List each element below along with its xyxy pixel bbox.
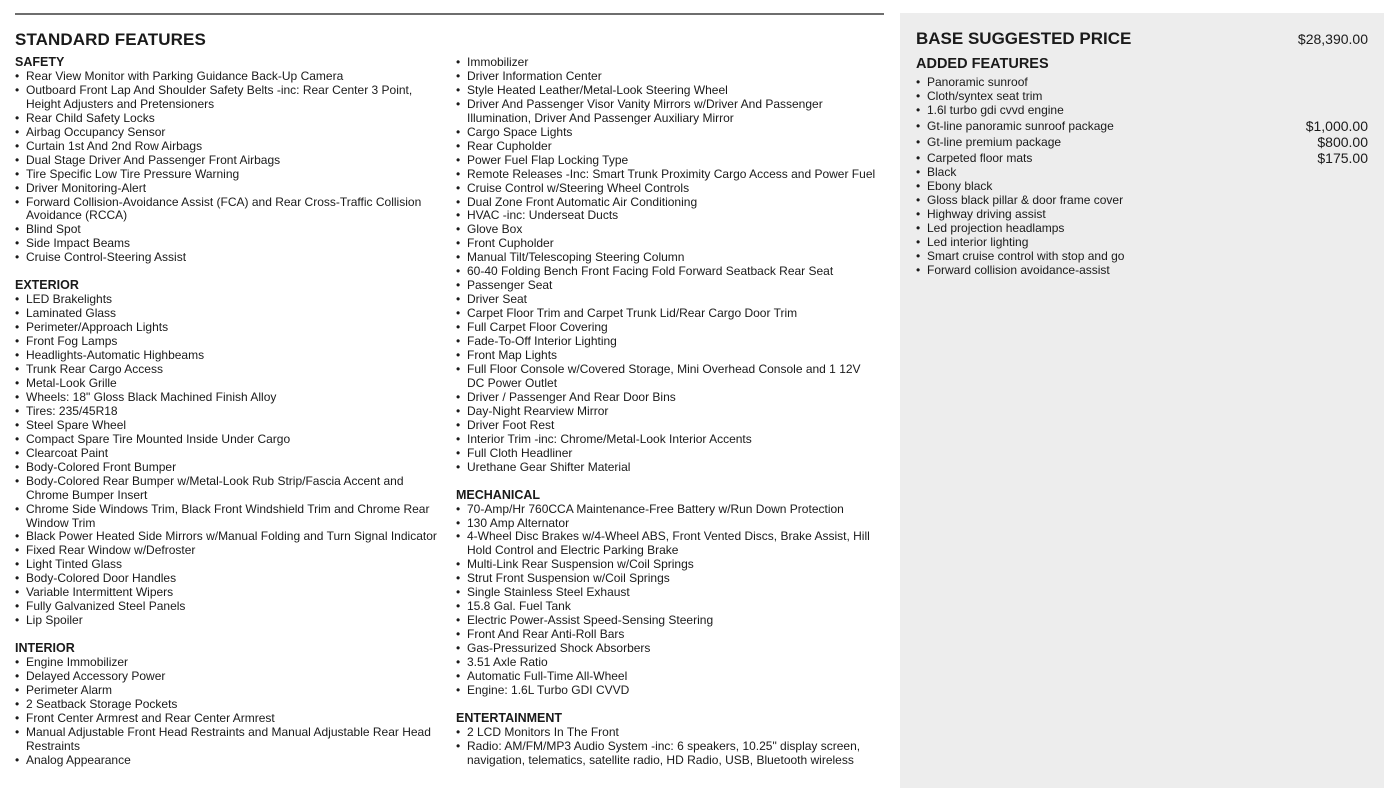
feature-list [15,656,445,768]
section-heading: MECHANICAL [456,487,541,502]
added-feature-item [916,166,1368,180]
feature-item: • Curtain 1st And 2nd Row Airbags [15,140,445,154]
feature-item: • Metal-Look Grille [15,377,445,391]
feature-item: • Laminated Glass [15,307,445,321]
feature-item: • Tire Specific Low Tire Pressure Warning [15,168,445,182]
added-feature-label: • 1.6l turbo gdi cvvd engine [927,102,1064,117]
feature-item: • Day-Night Rearview Mirror [456,405,881,419]
feature-item: • Rear View Monitor with Parking Guidance Back-Up Camera [15,70,445,84]
feature-item: • Trunk Rear Cargo Access [15,363,445,377]
feature-item: • Front Center Armrest and Rear Center Armrest [15,712,445,726]
feature-item: • Light Tinted Glass [15,558,445,572]
feature-item: • Power Fuel Flap Locking Type [456,154,881,168]
feature-list [15,70,445,265]
standard-features-left-column [15,56,445,782]
feature-item: • Engine: 1.6L Turbo GDI CVVD [456,684,881,698]
base-price-value: $28,390.00 [1297,31,1368,47]
added-feature-label: • Highway driving assist [927,206,1046,221]
feature-item: • Body-Colored Front Bumper [15,461,445,475]
feature-item: • Chrome Side Windows Trim, Black Front Windshield Trim and Chrome Rear Window Trim [15,503,445,531]
feature-list [15,293,445,628]
feature-item: • 15.8 Gal. Fuel Tank [456,600,881,614]
feature-section [456,489,881,698]
feature-item: • Driver Monitoring-Alert [15,182,445,196]
standard-features-title: STANDARD FEATURES [15,30,206,49]
feature-item: • Front And Rear Anti-Roll Bars [456,628,881,642]
feature-item: • Front Fog Lamps [15,335,445,349]
feature-item: • Driver Information Center [456,70,881,84]
added-feature-item [916,222,1368,236]
added-feature-label: • Cloth/syntex seat trim [927,88,1043,103]
feature-item: • Rear Cupholder [456,140,881,154]
feature-item: • Passenger Seat [456,279,881,293]
feature-list [456,56,881,475]
feature-item: • Headlights-Automatic Highbeams [15,349,445,363]
feature-item: • LED Brakelights [15,293,445,307]
feature-item: • Manual Tilt/Telescoping Steering Column [456,251,881,265]
added-feature-item [916,194,1368,208]
feature-item: • Fade-To-Off Interior Lighting [456,335,881,349]
added-feature-label: • Panoramic sunroof [927,75,1028,89]
feature-item: • Full Floor Console w/Covered Storage, Mini Overhead Console and 1 12V DC Power Outlet [456,363,881,391]
feature-item: • Glove Box [456,223,881,237]
feature-item: • Radio: AM/FM/MP3 Audio System -inc: 6 speakers, 10.25" display screen, navigation, telematics, satellite radio, HD Radio, USB, Bluetooth wireless [456,740,881,768]
feature-list [456,503,881,698]
feature-item: • 2 LCD Monitors In The Front [456,726,881,740]
added-feature-item [916,264,1368,278]
feature-item: • Forward Collision-Avoidance Assist (FCA) and Rear Cross-Traffic Collision Avoidance (RCCA) [15,196,445,224]
feature-item: • 4-Wheel Disc Brakes w/4-Wheel ABS, Front Vented Discs, Brake Assist, Hill Hold Control and Electric Parking Brake [456,530,881,558]
feature-item: • Engine Immobilizer [15,656,445,670]
feature-item: • Fully Galvanized Steel Panels [15,600,445,614]
feature-item: • Strut Front Suspension w/Coil Springs [456,572,881,586]
added-feature-item [916,208,1368,222]
added-feature-item [916,90,1368,104]
feature-item: • 70-Amp/Hr 760CCA Maintenance-Free Battery w/Run Down Protection [456,503,881,517]
added-features-list [916,76,1368,277]
top-divider [15,13,884,15]
added-features-title: ADDED FEATURES [916,56,1049,72]
feature-item: • Perimeter/Approach Lights [15,321,445,335]
added-feature-item [916,76,1368,90]
feature-item: • Style Heated Leather/Metal-Look Steering Wheel [456,84,881,98]
feature-item: • Wheels: 18" Gloss Black Machined Finish Alloy [15,391,445,405]
added-feature-item [916,150,1368,166]
added-feature-item [916,250,1368,264]
feature-item: • Lip Spoiler [15,614,445,628]
added-feature-label: • Smart cruise control with stop and go [927,248,1125,263]
feature-item: • Cargo Space Lights [456,126,881,140]
feature-item: • 2 Seatback Storage Pockets [15,698,445,712]
added-feature-label: • Gt-line premium package [927,134,1062,149]
feature-item: • Automatic Full-Time All-Wheel [456,670,881,684]
added-feature-label: • Gt-line panoramic sunroof package [927,118,1114,133]
feature-section [15,642,445,768]
base-price-row [916,29,1368,49]
section-heading: EXTERIOR [15,278,79,293]
feature-section [15,279,445,628]
feature-item: • Manual Adjustable Front Head Restraints and Manual Adjustable Rear Head Restraints [15,726,445,754]
feature-item: • Urethane Gear Shifter Material [456,461,881,475]
feature-item: • Tires: 235/45R18 [15,405,445,419]
feature-item: • Rear Child Safety Locks [15,112,445,126]
feature-item: • Body-Colored Rear Bumper w/Metal-Look Rub Strip/Fascia Accent and Chrome Bumper Insert [15,475,445,503]
added-feature-price: $175.00 [1317,149,1368,166]
section-heading: INTERIOR [15,641,75,656]
feature-section [456,56,881,475]
feature-list [456,726,881,768]
added-feature-item [916,118,1368,134]
added-feature-item [916,236,1368,250]
added-feature-label: • Black [927,164,957,179]
feature-item: • Delayed Accessory Power [15,670,445,684]
added-feature-item [916,180,1368,194]
feature-item: • Full Carpet Floor Covering [456,321,881,335]
feature-item: • Fixed Rear Window w/Defroster [15,544,445,558]
feature-item: • Side Impact Beams [15,237,445,251]
feature-item: • Compact Spare Tire Mounted Inside Under Cargo [15,433,445,447]
feature-item: • Driver And Passenger Visor Vanity Mirrors w/Driver And Passenger Illumination, Driver And Passenger Auxiliary Mirror [456,98,881,126]
feature-item: • Electric Power-Assist Speed-Sensing Steering [456,614,881,628]
added-feature-item [916,104,1368,118]
feature-item: • Driver Seat [456,293,881,307]
feature-item: • Cruise Control-Steering Assist [15,251,445,265]
feature-item: • Dual Zone Front Automatic Air Conditioning [456,196,881,210]
added-feature-price: $800.00 [1317,133,1368,150]
added-feature-label: • Gloss black pillar & door frame cover [927,192,1124,207]
added-feature-item [916,134,1368,150]
feature-item: • Front Map Lights [456,349,881,363]
feature-section [15,56,445,265]
feature-item: • Steel Spare Wheel [15,419,445,433]
feature-item: • HVAC -inc: Underseat Ducts [456,209,881,223]
feature-item: • Airbag Occupancy Sensor [15,126,445,140]
feature-item: • Outboard Front Lap And Shoulder Safety Belts -inc: Rear Center 3 Point, Height Adjusters and Pretensioners [15,84,445,112]
feature-item: • Multi-Link Rear Suspension w/Coil Springs [456,558,881,572]
added-feature-label: • Carpeted floor mats [927,150,1033,165]
feature-item: • Blind Spot [15,223,445,237]
feature-item: • Clearcoat Paint [15,447,445,461]
added-feature-label: • Led interior lighting [927,234,1029,249]
feature-item: • Variable Intermittent Wipers [15,586,445,600]
feature-item: • Immobilizer [456,56,881,70]
feature-item: • Analog Appearance [15,754,445,768]
feature-item: • Carpet Floor Trim and Carpet Trunk Lid/Rear Cargo Door Trim [456,307,881,321]
feature-section [456,712,881,768]
feature-item: • Cruise Control w/Steering Wheel Controls [456,182,881,196]
feature-item: • Interior Trim -inc: Chrome/Metal-Look Interior Accents [456,433,881,447]
feature-item: • Remote Releases -Inc: Smart Trunk Proximity Cargo Access and Power Fuel [456,168,881,182]
feature-item: • Front Cupholder [456,237,881,251]
added-feature-label: • Ebony black [927,178,993,193]
feature-item: • Gas-Pressurized Shock Absorbers [456,642,881,656]
standard-features-middle-column [456,56,881,782]
feature-item: • Driver / Passenger And Rear Door Bins [456,391,881,405]
added-feature-label: • Led projection headlamps [927,220,1065,235]
base-price-label: BASE SUGGESTED PRICE [916,29,1132,48]
feature-item: • 130 Amp Alternator [456,517,881,531]
feature-item: • Single Stainless Steel Exhaust [456,586,881,600]
added-feature-price: $1,000.00 [1305,117,1368,134]
feature-item: • Body-Colored Door Handles [15,572,445,586]
section-heading: SAFETY [15,55,65,69]
section-heading: ENTERTAINMENT [456,710,563,725]
added-feature-label: • Forward collision avoidance-assist [927,262,1110,277]
feature-item: • Perimeter Alarm [15,684,445,698]
feature-item: • 60-40 Folding Bench Front Facing Fold Forward Seatback Rear Seat [456,265,881,279]
feature-item: • Dual Stage Driver And Passenger Front Airbags [15,154,445,168]
feature-item: • Black Power Heated Side Mirrors w/Manual Folding and Turn Signal Indicator [15,530,445,544]
feature-item: • Driver Foot Rest [456,419,881,433]
feature-item: • Full Cloth Headliner [456,447,881,461]
feature-item: • 3.51 Axle Ratio [456,656,881,670]
